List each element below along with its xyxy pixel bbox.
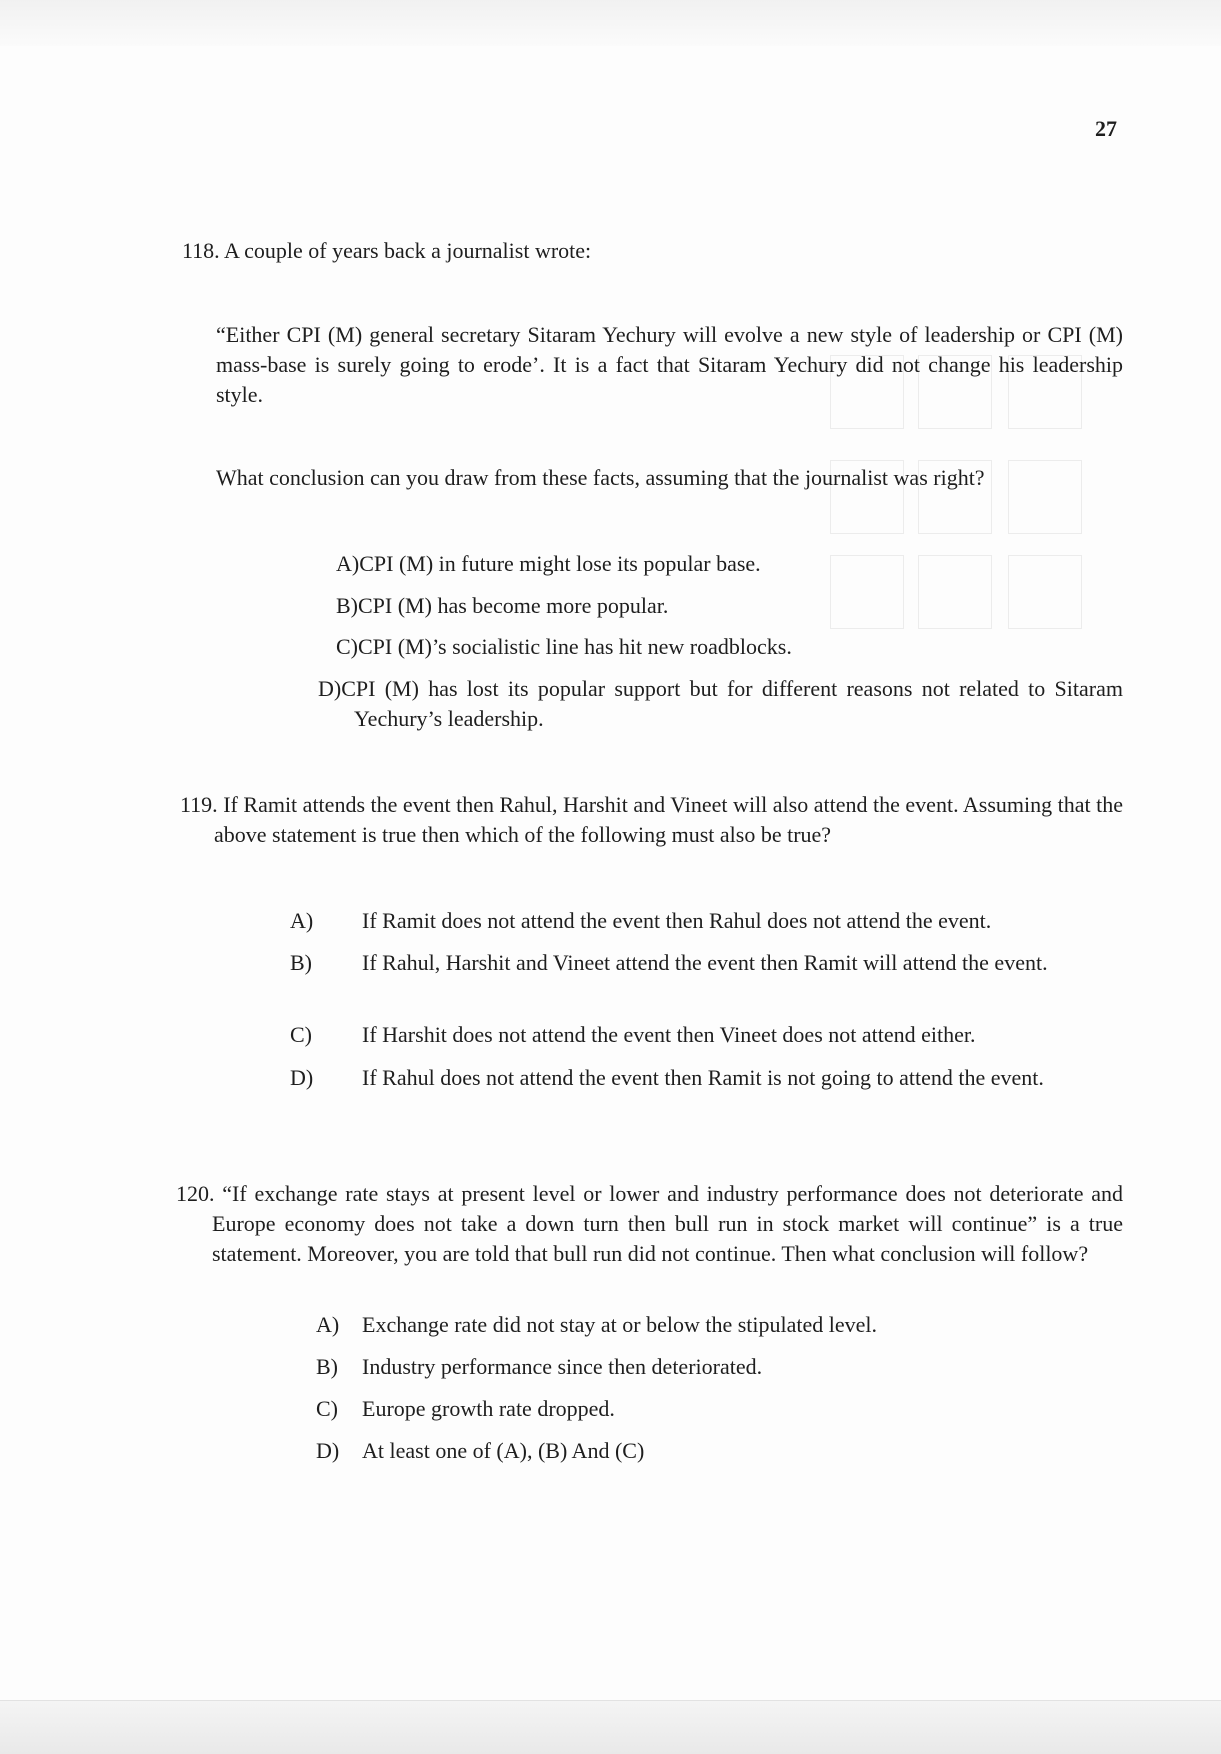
- question-120-option-d: [316, 1436, 1096, 1466]
- question-text: “If exchange rate stays at present level or lower and industry performance does not deteriorate and Europe economy does not take a down turn then bull run in stock market will continue” is a true statement. Moreover, you are told that bull run did not continue. Then what conclusion will follow?: [212, 1181, 1123, 1266]
- question-119-option-d: [290, 1063, 1123, 1093]
- option-text: Exchange rate did not stay at or below the stipulated level.: [362, 1312, 878, 1337]
- question-118-option-b: [336, 591, 1116, 621]
- option-text: CPI (M) has become more popular.: [358, 593, 669, 618]
- option-letter: D): [318, 676, 342, 701]
- option-text: If Rahul does not attend the event then Ramit is not going to attend the event.: [362, 1065, 1044, 1090]
- option-letter: D): [316, 1438, 340, 1463]
- option-letter: B): [336, 593, 358, 618]
- scan-border-top: [0, 0, 1221, 46]
- option-letter: B): [316, 1354, 338, 1379]
- option-text: If Ramit does not attend the event then Rahul does not attend the event.: [362, 908, 992, 933]
- option-text: At least one of (A), (B) And (C): [362, 1438, 645, 1463]
- option-letter: C): [290, 1022, 312, 1047]
- option-text: If Rahul, Harshit and Vineet attend the event then Ramit will attend the event.: [362, 950, 1048, 975]
- option-text: Industry performance since then deteriorated.: [362, 1354, 763, 1379]
- question-119-option-a: [290, 906, 1123, 936]
- question-119-stem: [180, 790, 1123, 850]
- question-number: 119.: [180, 792, 218, 817]
- question-118-option-c: [336, 632, 1116, 662]
- question-118-stem: [182, 236, 591, 266]
- option-text: If Harshit does not attend the event then Vineet does not attend either.: [362, 1022, 976, 1047]
- option-text: Europe growth rate dropped.: [362, 1396, 615, 1421]
- question-number: 120.: [176, 1181, 215, 1206]
- option-letter: A): [290, 908, 314, 933]
- option-letter: C): [336, 634, 358, 659]
- question-119-option-b: [290, 948, 1123, 978]
- option-letter: C): [316, 1396, 338, 1421]
- question-118-option-a: [336, 549, 1116, 579]
- question-119-option-c: [290, 1020, 1123, 1050]
- option-text: CPI (M)’s socialistic line has hit new roadblocks.: [358, 634, 792, 659]
- option-letter: A): [336, 551, 360, 576]
- question-120-stem: [176, 1179, 1123, 1269]
- question-120-option-b: [316, 1352, 1096, 1382]
- question-text: If Ramit attends the event then Rahul, Harshit and Vineet will also attend the event. Assuming that the above statement is true then which of the following must also be true?: [214, 792, 1124, 847]
- option-letter: D): [290, 1065, 314, 1090]
- question-118-quote: “Either CPI (M) general secretary Sitaram Yechury will evolve a new style of leadership or CPI (M) mass-base is surely going to erode’. It is a fact that Sitaram Yechury did not change his leadership style.: [216, 322, 1123, 407]
- option-letter: B): [290, 950, 312, 975]
- question-120-option-c: [316, 1394, 1096, 1424]
- question-120-option-a: [316, 1310, 1096, 1340]
- question-118-option-d: [318, 674, 1123, 734]
- scan-border-bottom: [0, 1700, 1221, 1754]
- page-number: 27: [1095, 116, 1117, 141]
- question-number: 118.: [182, 238, 220, 263]
- option-text: CPI (M) has lost its popular support but for different reasons not related to Sitaram Yechury’s leadership.: [341, 676, 1123, 731]
- option-letter: A): [316, 1312, 340, 1337]
- question-118-prompt: What conclusion can you draw from these facts, assuming that the journalist was right?: [216, 465, 985, 490]
- question-text: A couple of years back a journalist wrote:: [223, 238, 592, 263]
- option-text: CPI (M) in future might lose its popular base.: [359, 551, 761, 576]
